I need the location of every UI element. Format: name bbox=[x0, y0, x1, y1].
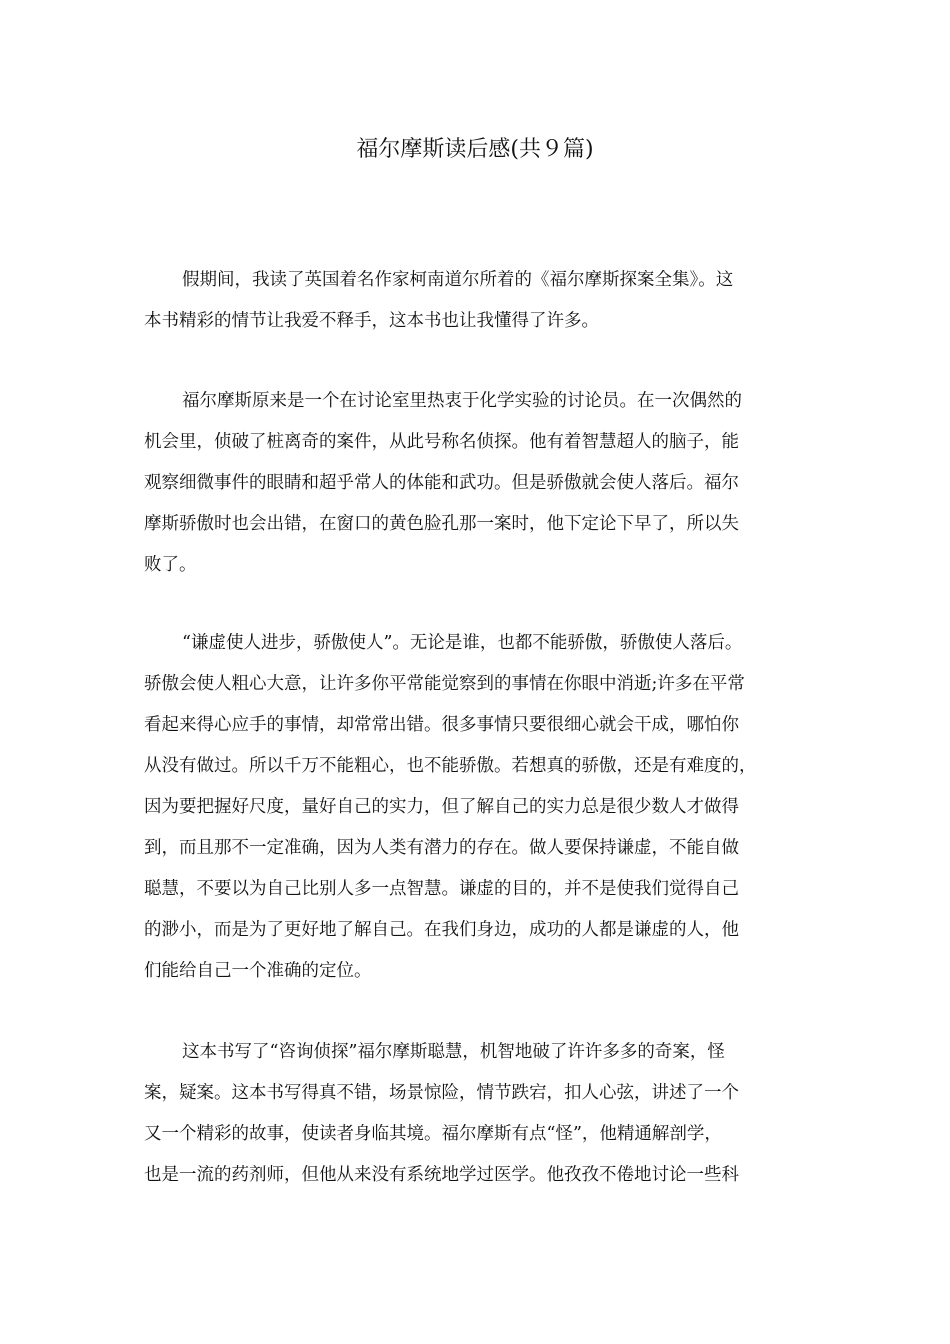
paragraph-3-line-4: 从没有做过。所以千万不能粗心，也不能骄傲。若想真的骄傲，还是有难度的， bbox=[144, 756, 757, 776]
paragraph-3-line-6: 到，而且那不一定准确，因为人类有潜力的存在。做人要保持谦虚，不能自做 bbox=[144, 838, 739, 858]
paragraph-3-line-9: 们能给自己一个准确的定位。 bbox=[144, 961, 372, 981]
paragraph-2-line-3: 观察细微事件的眼睛和超乎常人的体能和武功。但是骄傲就会使人落后。福尔 bbox=[144, 473, 739, 493]
paragraph-2-line-5: 败了。 bbox=[144, 555, 197, 575]
paragraph-3-line-8: 的渺小，而是为了更好地了解自己。在我们身边，成功的人都是谦虚的人，他 bbox=[144, 920, 739, 940]
paragraph-2-line-1: 福尔摩斯原来是一个在讨论室里热衷于化学实验的讨论员。在一次偶然的 bbox=[182, 391, 742, 411]
paragraph-3-line-7: 聪慧，不要以为自己比别人多一点智慧。谦虚的目的，并不是使我们觉得自己 bbox=[144, 879, 739, 899]
paragraph-4-line-1: 这本书写了“咨询侦探”福尔摩斯聪慧，机智地破了许许多多的奇案，怪 bbox=[182, 1042, 725, 1062]
paragraph-3-line-3: 看起来得心应手的事情，却常常出错。很多事情只要很细心就会干成，哪怕你 bbox=[144, 715, 739, 735]
document-title: 福尔摩斯读后感(共９篇) bbox=[356, 137, 594, 162]
paragraph-1-line-1: 假期间，我读了英国着名作家柯南道尔所着的《福尔摩斯探案全集》。这 bbox=[182, 270, 734, 290]
paragraph-4-line-4: 也是一流的药剂师，但他从来没有系统地学过医学。他孜孜不倦地讨论一些科 bbox=[144, 1165, 739, 1185]
paragraph-4-line-3: 又一个精彩的故事，使读者身临其境。福尔摩斯有点“怪”，他精通解剖学， bbox=[144, 1124, 722, 1144]
paragraph-2-line-2: 机会里，侦破了桩离奇的案件，从此号称名侦探。他有着智慧超人的脑子，能 bbox=[144, 432, 739, 452]
paragraph-4-line-2: 案，疑案。这本书写得真不错，场景惊险，情节跌宕，扣人心弦，讲述了一个 bbox=[144, 1083, 739, 1103]
paragraph-2-line-4: 摩斯骄傲时也会出错，在窗口的黄色脸孔那一案时，他下定论下早了，所以失 bbox=[144, 514, 739, 534]
paragraph-3-line-5: 因为要把握好尺度，量好自己的实力，但了解自己的实力总是很少数人才做得 bbox=[144, 797, 739, 817]
paragraph-3-line-2: 骄傲会使人粗心大意，让许多你平常能觉察到的事情在你眼中消逝;许多在平常 bbox=[144, 674, 745, 694]
paragraph-1-line-2: 本书精彩的情节让我爱不释手，这本书也让我懂得了许多。 bbox=[144, 311, 599, 331]
paragraph-3-line-1: “谦虚使人进步，骄傲使人”。无论是谁，也都不能骄傲，骄傲使人落后。 bbox=[182, 633, 743, 653]
